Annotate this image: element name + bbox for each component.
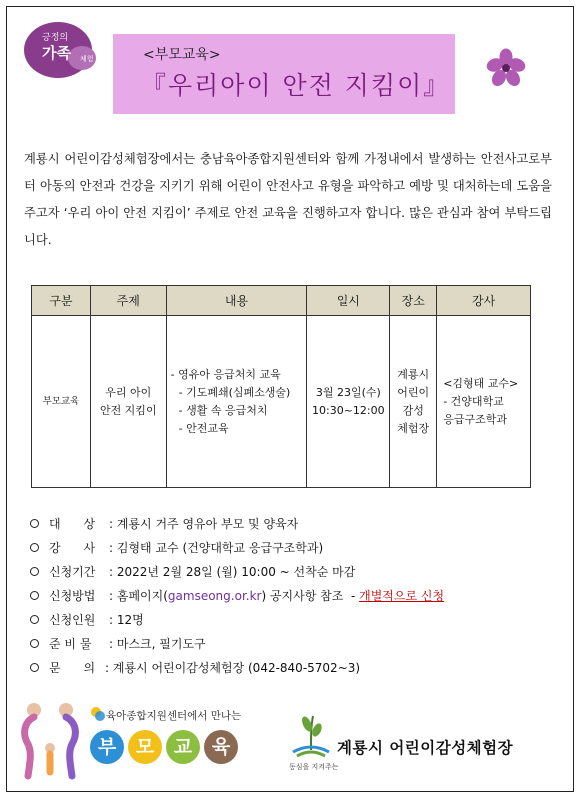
info-value: : 김형태 교수 (건양대학교 응급구조학과): [109, 541, 324, 555]
info-label: 강 사: [49, 541, 96, 555]
logo-text-main: 가족: [42, 44, 71, 62]
content-line: - 생활 속 응급처치: [178, 403, 268, 417]
badge-char: 모: [128, 730, 162, 764]
info-list: [30, 512, 550, 680]
circle-bullet-icon: [30, 615, 39, 624]
info-label: 문 의: [49, 661, 96, 675]
circle-bullet-icon: [30, 591, 39, 600]
table-row: [32, 316, 531, 488]
badge-char: 부: [90, 730, 124, 764]
date-line: 3월 23일(수): [315, 385, 381, 399]
cell-place: [390, 316, 437, 488]
cell-topic: [90, 316, 166, 488]
logo-text: 긍정의: [42, 33, 69, 43]
info-value: : 계룡시 거주 영유아 부모 및 양육자: [109, 517, 299, 531]
info-value: ) 공지사항 참조 -: [261, 589, 360, 603]
cell-lecturer: [437, 316, 531, 488]
org-slogan: 동심을 지켜주는: [289, 763, 339, 771]
info-lecturer: [30, 536, 550, 560]
badge-char: 육: [204, 730, 238, 764]
lecturer-line: - 건양대학교: [443, 394, 504, 408]
info-method: [30, 584, 550, 608]
homepage-link[interactable]: gamseong.or.kr: [167, 589, 262, 603]
header-datetime: 일시: [307, 286, 390, 316]
topic-line: 안전 지킴이: [99, 403, 157, 417]
cell-content: [166, 316, 307, 488]
info-label: 신청기간: [49, 565, 96, 579]
parent-education-badge: [18, 700, 248, 784]
circle-bullet-icon: [30, 543, 39, 552]
content-line: - 기도폐쇄(심폐소생술): [178, 385, 291, 399]
header-category: 구분: [32, 286, 91, 316]
place-line: 계룡시: [397, 367, 430, 381]
lecturer-line: 응급구조학과: [443, 412, 507, 426]
topic-line: 우리 아이: [105, 385, 152, 399]
info-contact: [30, 656, 550, 680]
time-line: 10:30~12:00: [312, 403, 385, 417]
header-place: 장소: [390, 286, 437, 316]
family-logo: [20, 14, 104, 80]
content-line: - 안전교육: [178, 421, 229, 435]
table-header-row: [32, 286, 531, 316]
title-banner: [113, 34, 455, 114]
info-value: : 2022년 2월 28일 (월) 10:00 ~ 선착순 마감: [109, 565, 356, 579]
info-target: [30, 512, 550, 536]
badge-char: 교: [166, 730, 200, 764]
info-value: : 마스크, 필기도구: [109, 637, 206, 651]
header-topic: 주제: [90, 286, 166, 316]
logo-text-small: 체험: [80, 55, 94, 63]
info-preparation: [30, 632, 550, 656]
place-line: 어린이: [397, 385, 430, 399]
individual-apply-note: 개별적으로 신청: [359, 589, 445, 603]
info-period: [30, 560, 550, 584]
intro-paragraph: 계룡시 어린이감성체험장에서는 충남육아종합지원센터와 함께 가정내에서 발생하는 안전사고로부터 아동의 안전과 건강을 지키기 위해 어린이 안전사고 유형을 파악하고 예방 및 대처하는데 도움을 주고자 ‘우리 아이 안전 지킴이’ 주제로 안전 교육을 진행하고자 합니다. 많은 관심과 참여 부탁드립니다.: [24, 152, 552, 247]
cell-category: [32, 316, 91, 488]
circle-bullet-icon: [30, 519, 39, 528]
info-value: : 계룡시 어린이감성체험장 (042-840-5702~3): [105, 661, 361, 675]
place-line: 체험장: [397, 421, 430, 435]
page-title: 『우리아이 안전 지킴이』: [141, 71, 451, 100]
info-value: : 홈페이지(: [109, 589, 168, 603]
content-line: - 영유아 응급처치 교육: [170, 367, 281, 381]
cell-datetime: [307, 316, 390, 488]
info-value: : 12명: [109, 613, 144, 627]
header-lecturer: 강사: [437, 286, 531, 316]
title-subtitle: <부모교육>: [143, 47, 221, 63]
circle-bullet-icon: [30, 567, 39, 576]
header-content: 내용: [166, 286, 307, 316]
circle-bullet-icon: [30, 663, 39, 672]
circle-bullet-icon: [30, 639, 39, 648]
category-text: 부모교육: [42, 395, 80, 407]
info-label: 신청방법: [49, 589, 96, 603]
info-count: [30, 608, 550, 632]
center-logo-icon: [90, 706, 106, 722]
info-label: 대 상: [49, 517, 96, 531]
org-name: 계룡시 어린이감성체험장: [337, 738, 514, 757]
info-label: 준 비 물: [49, 637, 92, 651]
family-figures-icon: [18, 700, 88, 784]
info-label: 신청인원: [49, 613, 96, 627]
center-caption: 육아종합지원센터에서 만나는: [106, 710, 242, 722]
schedule-table: [31, 285, 531, 488]
organization-logo: [285, 712, 555, 778]
place-line: 감성: [402, 403, 424, 417]
flower-icon: [486, 48, 526, 88]
sprout-icon: [289, 712, 333, 762]
lecturer-line: <김형태 교수>: [443, 376, 519, 390]
